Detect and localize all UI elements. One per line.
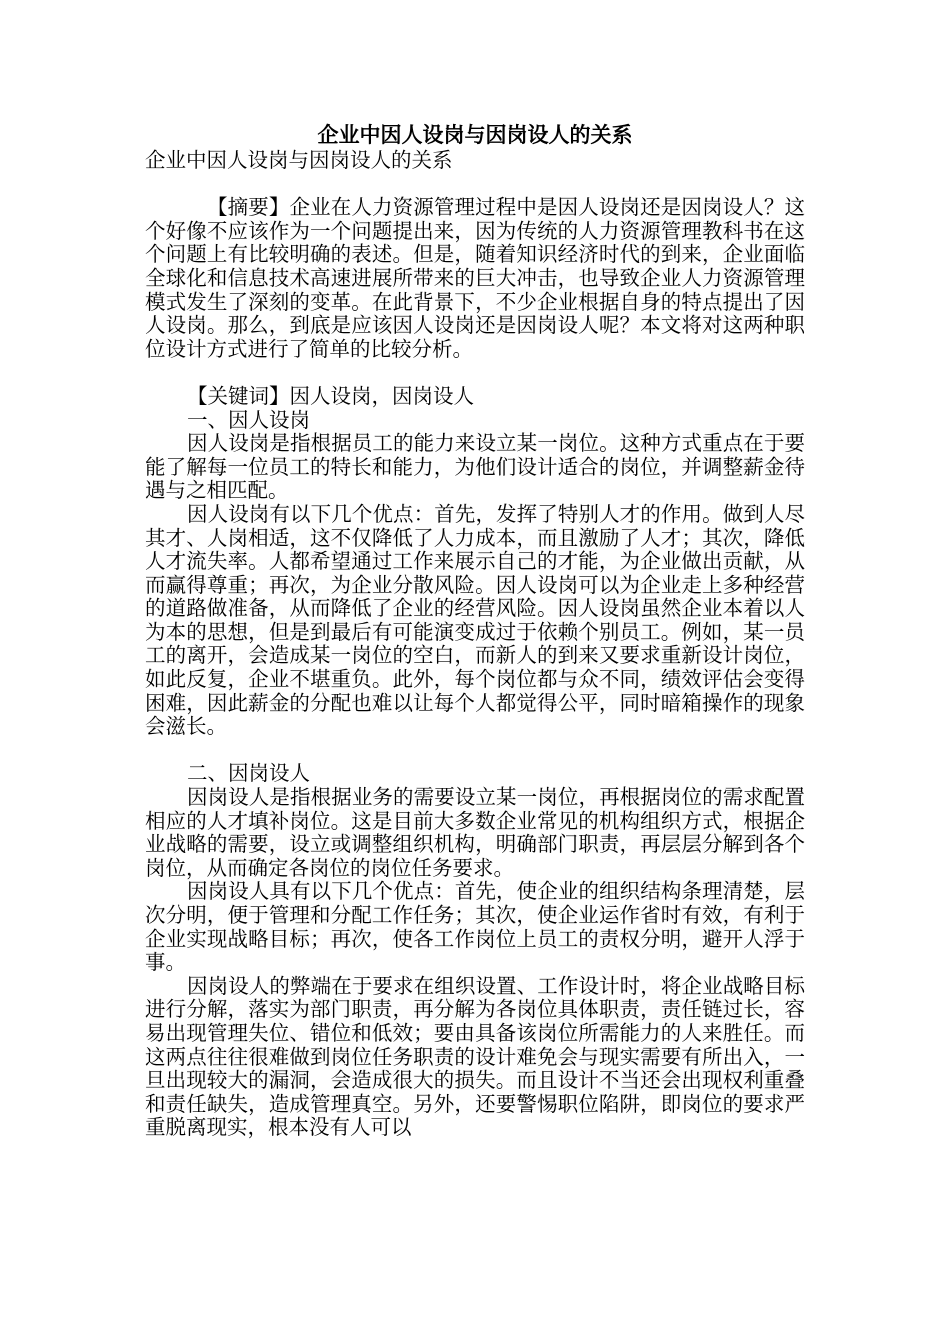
section-heading-2: 二、因岗设人 [187,761,310,786]
paragraph-gap [145,173,805,197]
section2-paragraph: 因岗设人是指根据业务的需要设立某一岗位，再根据岗位的需求配置相应的人才填补岗位。这是目前大多数企业常见的机构组织方式，根据企业战略的需要，设立或调整组织机构，明确部门职责，再层层分解到各个岗位，从而确定各岗位的岗位任务要求。 [145,785,805,880]
document-subtitle: 企业中因人设岗与因岗设人的关系 [145,148,453,172]
document-title: 企业中因人设岗与因岗设人的关系 [317,122,633,147]
paragraph-gap [145,361,805,385]
section2-paragraph: 因岗设人的弊端在于要求在组织设置、工作设计时，将企业战略目标进行分解，落实为部门职责，再分解为各岗位具体职责，责任链过长，容易出现管理失位、错位和低效；要由具备该岗位所需能力的人来胜任。而这两点往往很难做到岗位任务职责的设计难免会与现实需要有所出入，一旦出现较大的漏洞，会造成很大的损失。而且设计不当还会出现权利重叠和责任缺失，造成管理真空。另外，还要警惕职位陷阱，即岗位的要求严重脱离现实，根本没有人可以 [145,973,805,1140]
section-heading-1: 一、因人设岗 [187,407,310,432]
section1-paragraph: 因人设岗有以下几个优点：首先，发挥了特别人才的作用。做到人尽其才、人岗相适，这不仅降低了人力成本，而且激励了人才；其次，降低人才流失率。人都希望通过工作来展示自己的才能，为企业做出贡献，从而赢得尊重；再次，为企业分散风险。因人设岗可以为企业走上多种经营的道路做准备，从而降低了企业的经营风险。因人设岗虽然企业本着以人为本的思想，但是到最后有可能演变成过于依赖个别员工。例如，某一员工的离开，会造成某一岗位的空白，而新人的到来又要求重新设计岗位，如此反复，企业不堪重负。此外，每个岗位都与众不同，绩效评估会变得困难，因此薪金的分配也难以让每个人都觉得公平，同时暗箱操作的现象会滋长。 [145,501,805,739]
section2-paragraph: 因岗设人具有以下几个优点：首先，使企业的组织结构条理清楚，层次分明，便于管理和分配工作任务；其次，使企业运作省时有效，有利于企业实现战略目标；再次，使各工作岗位上员工的责权分明，避开人浮于事。 [145,879,805,975]
section1-paragraph: 因人设岗是指根据员工的能力来设立某一岗位。这种方式重点在于要能了解每一位员工的特长和能力，为他们设计适合的岗位，并调整薪金待遇与之相匹配。 [145,431,805,503]
keywords-line: 【关键词】因人设岗，因岗设人 [187,383,474,408]
abstract-paragraph: 【摘要】企业在人力资源管理过程中是因人设岗还是因岗设人？这个好像不应该作为一个问题提出来，因为传统的人力资源管理教科书在这个问题上有比较明确的表述。但是，随着知识经济时代的到来，企业面临全球化和信息技术高速进展所带来的巨大冲击，也导致企业人力资源管理模式发生了深刻的变革。在此背景下，不少企业根据自身的特点提出了因人设岗。那么，到底是应该因人设岗还是因岗设人呢？本文将对这两种职位设计方式进行了简单的比较分析。 [145,195,805,361]
paragraph-gap [145,739,805,763]
document-body [145,149,805,1140]
